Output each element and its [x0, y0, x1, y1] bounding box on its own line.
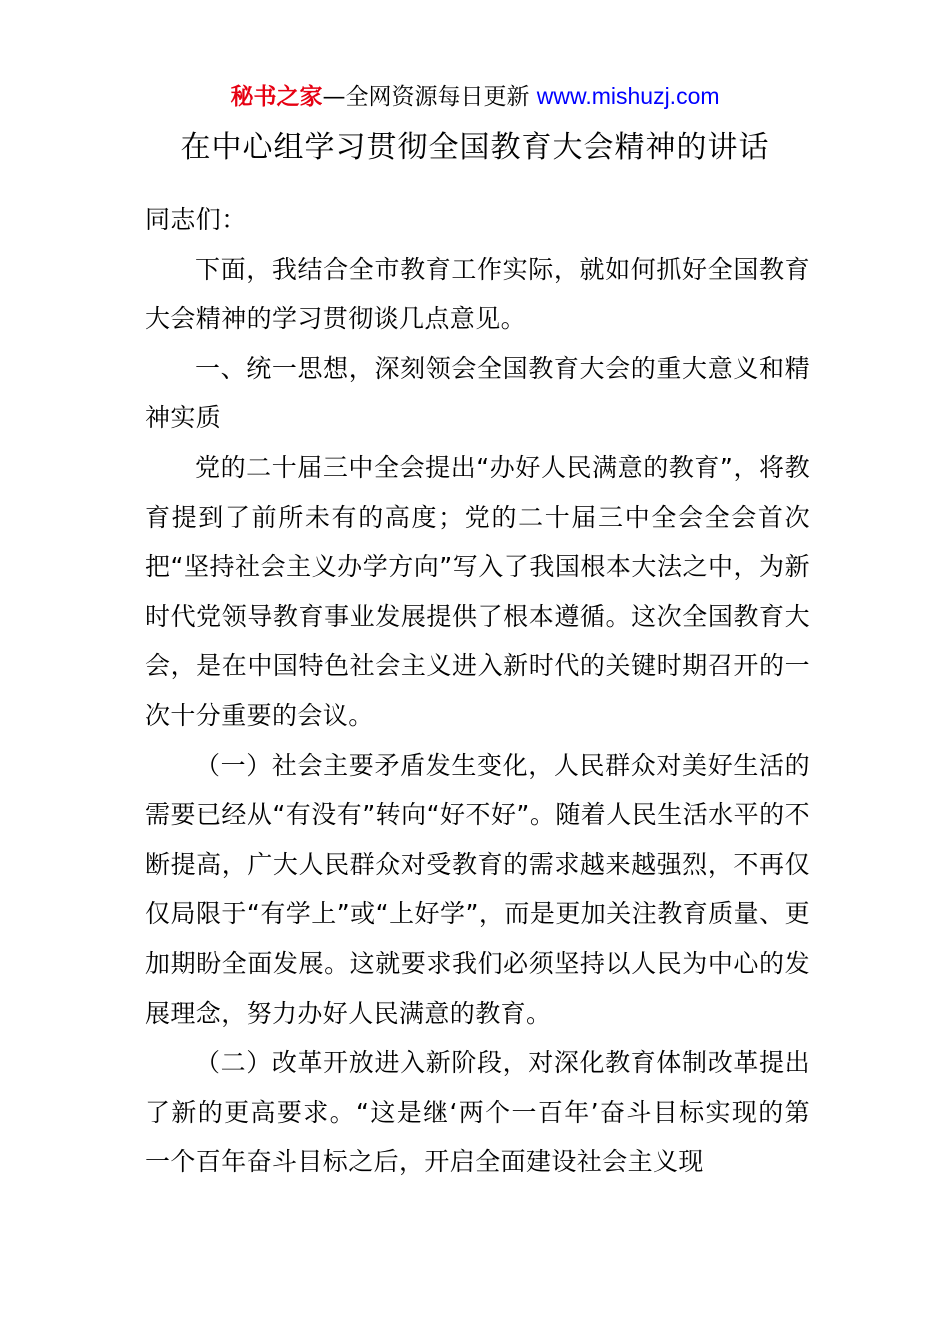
- brand-name: 秘书之家: [230, 84, 323, 110]
- site-header: [0, 80, 950, 113]
- body-paragraph: 党的二十届三中全会提出“办好人民满意的教育”，将教育提到了前所未有的高度；党的二十届三中全会全会首次把“坚持社会主义办学方向”写入了我国根本大法之中，为新时代党领导教育事业发展提供了根本遵循。这次全国教育大会，是在中国特色社会主义进入新时代的关键时期召开的一次十分重要的会议。: [145, 452, 810, 730]
- document-title: 在中心组学习贯彻全国教育大会精神的讲话: [180, 130, 770, 165]
- site-url-link[interactable]: www.mishuzj.com: [536, 83, 720, 109]
- body-paragraph: （一）社会主要矛盾发生变化，人民群众对美好生活的需要已经从“有没有”转向“好不好”。随着人民生活水平的不断提高，广大人民群众对受教育的需求越来越强烈，不再仅仅局限于“有学上”或“上好学”，而是更加关注教育质量、更加期盼全面发展。这就要求我们必须坚持以人民为中心的发展理念，努力办好人民满意的教育。: [145, 750, 810, 1028]
- document-body: [145, 195, 810, 1187]
- header-tagline: —全网资源每日更新: [322, 84, 530, 110]
- body-paragraph: （二）改革开放进入新阶段，对深化教育体制改革提出了新的更高要求。“这是继‘两个一百年’奋斗目标实现的第一个百年奋斗目标之后，开启全面建设社会主义现: [145, 1048, 810, 1177]
- section-heading: 一、统一思想，深刻领会全国教育大会的重大意义和精神实质: [145, 353, 810, 433]
- salutation: 同志们：: [145, 205, 247, 234]
- intro-paragraph: 下面，我结合全市教育工作实际，就如何抓好全国教育大会精神的学习贯彻谈几点意见。: [145, 254, 810, 334]
